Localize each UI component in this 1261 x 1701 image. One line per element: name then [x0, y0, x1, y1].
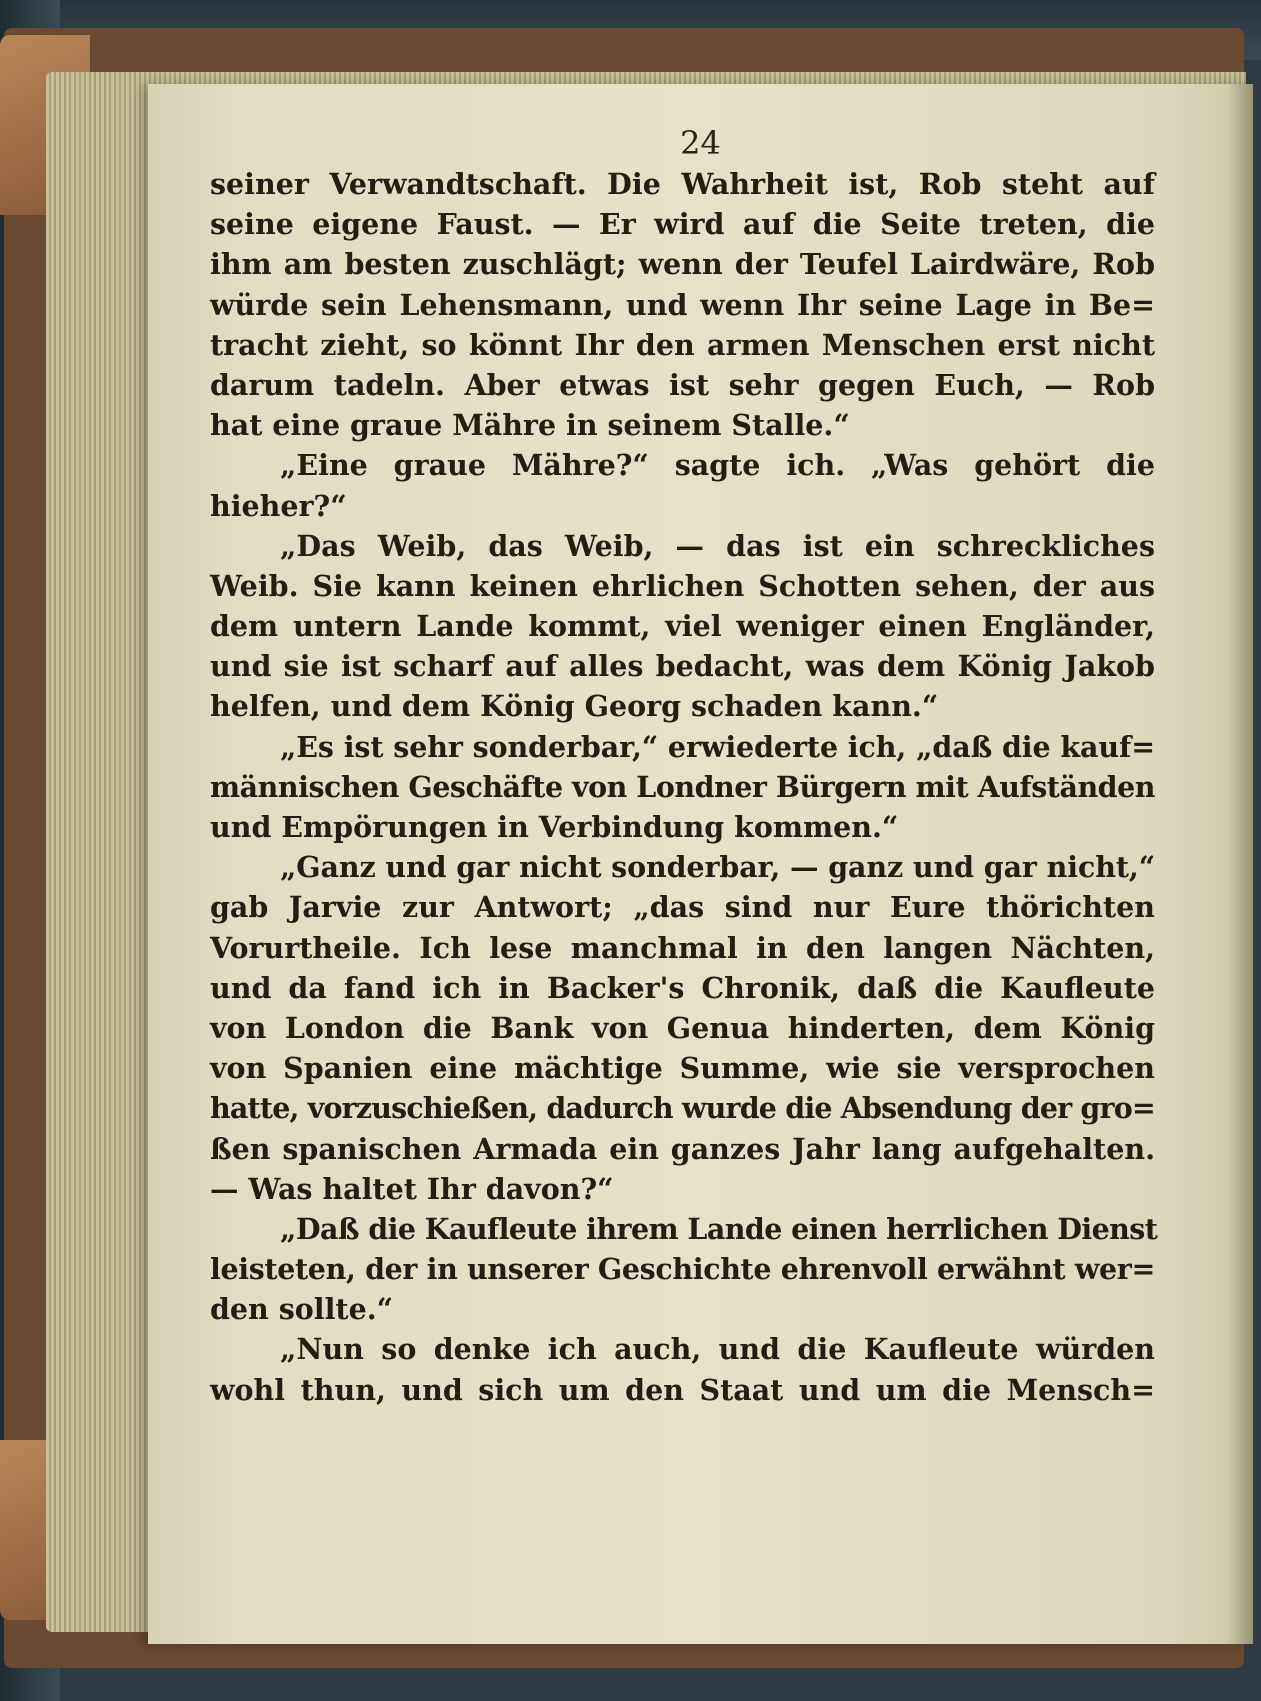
text-line: und sie ist scharf auf alles bedacht, was dem König Jakob	[210, 649, 1155, 684]
text-line: seiner Verwandtschaft. Die Wahrheit ist, Rob steht auf	[210, 167, 1155, 201]
text-line: und da fand ich in Backer's Chronik, daß die Kaufleute	[210, 970, 1155, 1005]
text-line: von Spanien eine mächtige Summe, wie sie versprochen	[210, 1051, 1155, 1086]
text-line: männischen Geschäfte von Londner Bürgern mit Aufständen	[210, 769, 1155, 804]
text-line: hatte, vorzuschießen, dadurch wurde die Absendung der gro=	[210, 1091, 1155, 1126]
text-line: — Was haltet Ihr davon?“	[210, 1171, 614, 1206]
text-line: leisteten, der in unserer Geschichte ehrenvoll erwähnt wer=	[210, 1252, 1155, 1287]
text-line: den sollte.“	[210, 1292, 394, 1327]
text-line: „Es ist sehr sonderbar,“ erwiederte ich, „daß die kauf=	[280, 729, 1155, 764]
text-line: „Das Weib, das Weib, — das ist ein schreckliches	[280, 528, 1155, 563]
text-line: von London die Bank von Genua hinderten, dem König	[210, 1010, 1155, 1045]
text-line: helfen, und dem König Georg schaden kann.“	[210, 689, 939, 724]
text-line: ihm am besten zuschlägt; wenn der Teufel Lairdwäre, Rob	[210, 247, 1155, 282]
text-line: „Daß die Kaufleute ihrem Lande einen herrlichen Dienst	[280, 1211, 1158, 1246]
text-line: darum tadeln. Aber etwas ist sehr gegen Euch, — Rob	[210, 367, 1155, 402]
text-line: gab Jarvie zur Antwort; „das sind nur Eure thörichten	[210, 890, 1155, 925]
text-line: Weib. Sie kann keinen ehrlichen Schotten sehen, der aus	[210, 568, 1155, 603]
text-line: Vorurtheile. Ich lese manchmal in den langen Nächten,	[210, 930, 1155, 965]
body-text	[210, 164, 1158, 1410]
text-line: „Eine graue Mähre?“ sagte ich. „Was gehört die	[280, 448, 1155, 483]
text-line: hieher?“	[210, 488, 347, 523]
text-line: und Empörungen in Verbindung kommen.“	[210, 810, 899, 844]
page-gutter-shadow	[1227, 84, 1253, 1644]
text-line: „Ganz und gar nicht sonderbar, — ganz und gar nicht,“	[280, 850, 1155, 885]
text-line: hat eine graue Mähre in seinem Stalle.“	[210, 408, 850, 443]
text-line: tracht zieht, so könnt Ihr den armen Menschen erst nicht	[210, 327, 1155, 362]
page-number: 24	[680, 124, 721, 162]
text-line: ßen spanischen Armada ein ganzes Jahr lang aufgehalten.	[210, 1131, 1155, 1166]
book-page	[148, 84, 1253, 1644]
text-line: dem untern Lande kommt, viel weniger einen Engländer,	[210, 609, 1155, 644]
text-line: seine eigene Faust. — Er wird auf die Seite treten, die	[210, 207, 1155, 242]
text-line: wohl thun, und sich um den Staat und um die Mensch=	[210, 1372, 1155, 1407]
text-line: „Nun so denke ich auch, und die Kaufleute würden	[280, 1332, 1155, 1367]
text-line: würde sein Lehensmann, und wenn Ihr seine Lage in Be=	[210, 287, 1155, 322]
